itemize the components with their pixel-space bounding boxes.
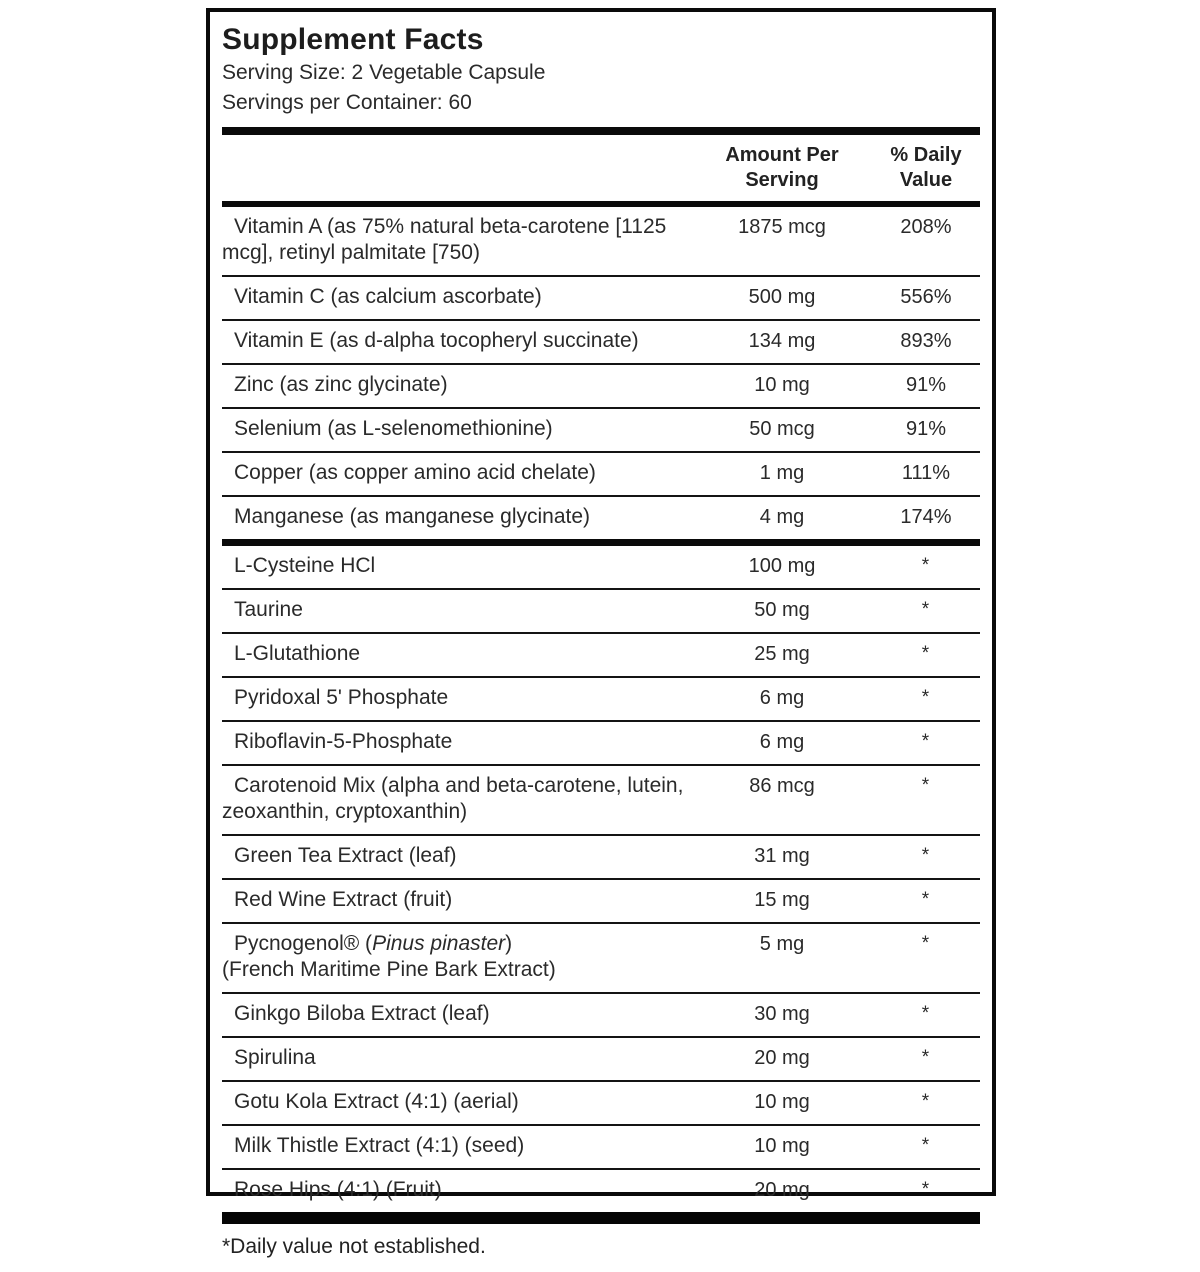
amount-value: 10 mg	[754, 1091, 810, 1113]
daily-value: *	[921, 1135, 931, 1156]
amount-value: 1 mg	[759, 462, 805, 484]
amount-value: 1875 mcg	[738, 216, 826, 238]
ingredient-name: Ginkgo Biloba Extract (leaf)	[234, 1002, 490, 1025]
ingredient-name: Taurine	[234, 598, 303, 621]
amount-value: 4 mg	[759, 506, 805, 528]
ingredient-name: Riboflavin-5-Phosphate	[234, 730, 453, 753]
amount-value: 6 mg	[759, 687, 805, 709]
supplement-facts-panel	[206, 8, 996, 1258]
panel-title: Supplement Facts	[222, 23, 484, 56]
daily-value: *	[921, 555, 931, 576]
daily-value: *	[921, 889, 931, 910]
amount-value: 50 mcg	[749, 418, 815, 440]
ingredient-name: Manganese (as manganese glycinate)	[234, 505, 591, 528]
table-row	[222, 365, 980, 409]
ingredient-name: Pyridoxal 5' Phosphate	[234, 686, 449, 709]
table-row	[222, 678, 980, 722]
table-row	[222, 880, 980, 924]
table-row	[222, 207, 980, 277]
column-header-daily-value: % Daily Value	[890, 144, 962, 191]
table-row	[222, 1038, 980, 1082]
ingredient-name: L-Cysteine HCl	[234, 554, 376, 577]
ingredient-name: Vitamin A (as 75% natural beta-carotene [1125 mcg], retinyl palmitate [750)	[222, 215, 667, 264]
amount-value: 30 mg	[754, 1003, 810, 1025]
amount-value: 50 mg	[754, 599, 810, 621]
daily-value: 111%	[901, 462, 951, 484]
daily-value: *	[921, 1047, 931, 1068]
daily-value: *	[921, 845, 931, 866]
rows	[222, 207, 980, 1224]
table-row	[222, 409, 980, 453]
daily-value: 91%	[905, 374, 947, 396]
table-row	[222, 497, 980, 546]
daily-value: 91%	[905, 418, 947, 440]
amount-value: 5 mg	[759, 933, 805, 955]
ingredient-name: Spirulina	[234, 1046, 316, 1069]
daily-value: *	[921, 599, 931, 620]
daily-value: 893%	[900, 330, 952, 352]
daily-value: *	[921, 775, 931, 796]
amount-value: 10 mg	[754, 374, 810, 396]
ingredient-name: Carotenoid Mix (alpha and beta-carotene, lutein, zeoxanthin, cryptoxanthin)	[222, 774, 684, 823]
amount-value: 20 mg	[754, 1179, 810, 1201]
ingredient-name: Green Tea Extract (leaf)	[234, 844, 457, 867]
ingredient-name: Zinc (as zinc glycinate)	[234, 373, 448, 396]
daily-value: 174%	[900, 506, 952, 528]
amount-value: 6 mg	[759, 731, 805, 753]
table-row	[222, 924, 980, 994]
divider-header-top	[222, 127, 980, 135]
ingredient-name: Red Wine Extract (fruit)	[234, 888, 453, 911]
amount-value: 20 mg	[754, 1047, 810, 1069]
table-row	[222, 590, 980, 634]
ingredient-name: Copper (as copper amino acid chelate)	[234, 461, 596, 484]
ingredient-name: L-Glutathione	[234, 642, 361, 665]
ingredient-name: Selenium (as L-selenomethionine)	[234, 417, 553, 440]
table-row	[222, 722, 980, 766]
daily-value: 208%	[900, 216, 952, 238]
ingredient-name: Gotu Kola Extract (4:1) (aerial)	[234, 1090, 519, 1113]
table-row	[222, 277, 980, 321]
amount-value: 25 mg	[754, 643, 810, 665]
table-row	[222, 766, 980, 836]
daily-value: *	[921, 1003, 931, 1024]
daily-value: *	[921, 687, 931, 708]
ingredient-name: Pycnogenol® (Pinus pinaster) (French Maritime Pine Bark Extract)	[222, 932, 556, 981]
amount-value: 15 mg	[754, 889, 810, 911]
daily-value: *	[921, 933, 931, 954]
table-row	[222, 1126, 980, 1170]
daily-value: *	[921, 1091, 931, 1112]
amount-value: 134 mg	[748, 330, 816, 352]
daily-value: 556%	[900, 286, 952, 308]
amount-value: 500 mg	[748, 286, 816, 308]
amount-value: 86 mcg	[749, 775, 815, 797]
servings-per-container-text: Servings per Container: 60	[222, 91, 472, 114]
ingredient-name: Milk Thistle Extract (4:1) (seed)	[234, 1134, 525, 1157]
serving-size-text: Serving Size: 2 Vegetable Capsule	[222, 61, 546, 84]
table-row	[222, 634, 980, 678]
ingredient-name: Vitamin C (as calcium ascorbate)	[234, 285, 542, 308]
table-row	[222, 321, 980, 365]
column-header-row	[222, 135, 980, 201]
amount-value: 100 mg	[748, 555, 816, 577]
table-row	[222, 453, 980, 497]
table-row	[222, 836, 980, 880]
table-row	[222, 546, 980, 590]
amount-value: 10 mg	[754, 1135, 810, 1157]
column-header-amount: Amount Per Serving	[725, 144, 839, 191]
table-row	[222, 1170, 980, 1224]
footnote-text: *Daily value not established.	[222, 1235, 486, 1258]
table-row	[222, 1082, 980, 1126]
daily-value: *	[921, 643, 931, 664]
daily-value: *	[921, 1179, 931, 1200]
table-row	[222, 994, 980, 1038]
daily-value: *	[921, 731, 931, 752]
ingredient-name: Rose Hips (4:1) (Fruit)	[234, 1178, 442, 1201]
ingredient-name: Vitamin E (as d-alpha tocopheryl succinate)	[234, 329, 639, 352]
amount-value: 31 mg	[754, 845, 810, 867]
